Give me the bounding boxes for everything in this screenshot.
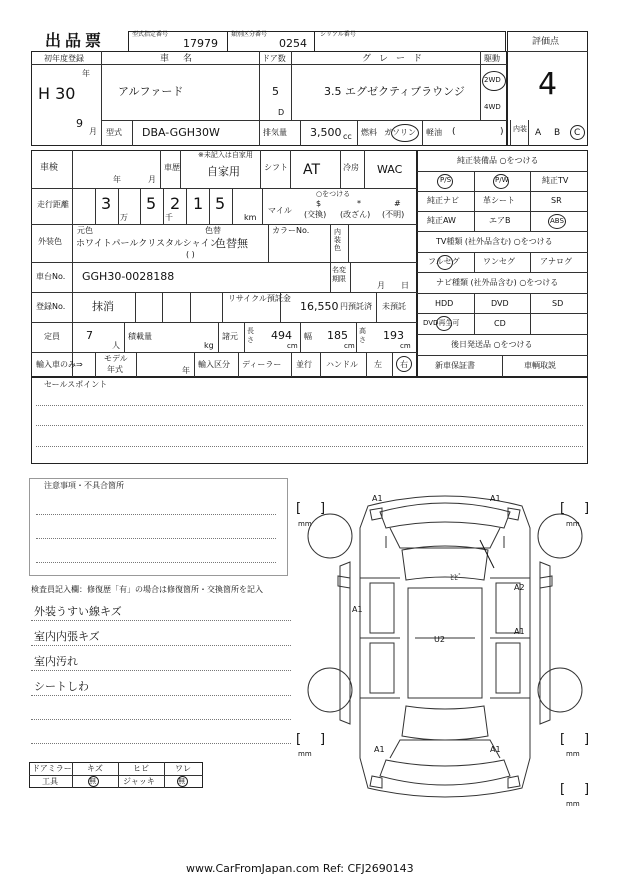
serial-label: シリアル番号 — [320, 31, 356, 38]
width-unit: cm — [344, 342, 355, 350]
mm-label-rl: mm — [298, 750, 312, 758]
color-no-label: カラーNo. — [272, 226, 310, 235]
capacity-unit: 人 — [112, 341, 120, 350]
inspection-year-unit: 年 — [113, 175, 121, 184]
interior-grade-b: B — [554, 128, 561, 138]
history-note: ※未記入は自家用 — [198, 151, 253, 159]
equip-aw: 純正AW — [427, 216, 456, 225]
equip-sr: SR — [551, 196, 562, 205]
equip-ps: P/S — [440, 176, 452, 184]
interior-grade-c: C — [574, 128, 581, 138]
import-class-label: 輸入区分 — [198, 360, 230, 369]
sheet-title: 出品票 — [45, 31, 106, 50]
svg-text:]: ] — [584, 732, 590, 747]
nameplate-month: 月 — [377, 281, 385, 290]
nav-cd: CD — [494, 319, 506, 328]
model-type-label: 型式 — [106, 128, 122, 137]
category-label: 類別区分番号 — [231, 31, 268, 38]
score-label: 評価点 — [532, 37, 560, 47]
first-reg-year: H 30 — [38, 84, 76, 103]
interior-label: 内装 — [513, 125, 527, 133]
equip-pw: P/W — [495, 176, 509, 184]
inspector-line-2: 室内内張キズ — [34, 630, 100, 643]
svg-text:]: ] — [320, 501, 326, 516]
car-name-value: アルファード — [118, 85, 184, 98]
fuel-paren-close: ) — [500, 127, 504, 137]
inspector-line-1: 外装うすい線キズ — [34, 605, 122, 618]
mark-hibi: ﾋﾋﾞ — [450, 573, 462, 582]
mileage-man-unit: 万 — [120, 213, 128, 222]
nameplate-label: 名変期限 — [332, 266, 346, 283]
mark-left-front-door: A1 — [352, 605, 363, 614]
sales-point-label: セールスポイント — [44, 380, 108, 389]
fuel-diesel: 軽油 — [426, 128, 442, 137]
length-value: 494 — [271, 329, 292, 342]
later-title: 後日発送品 ○をつける — [451, 340, 533, 349]
svg-text:]: ] — [584, 782, 590, 797]
inspection-month-unit: 月 — [148, 175, 156, 184]
load-unit: kg — [204, 341, 214, 350]
equip-navi: 純正ナビ — [427, 196, 459, 205]
notes-label: 注意事項・不具合箇所 — [44, 481, 124, 490]
tv-oneseg: ワンセグ — [483, 257, 515, 266]
model-year-top: モデル — [104, 354, 128, 363]
svg-text:[: [ — [296, 732, 302, 747]
grade-label: グレード — [362, 54, 431, 64]
nameplate-day: 日 — [401, 281, 409, 290]
model-cert-value: 17979 — [183, 37, 218, 50]
legend-break: ワレ — [175, 764, 191, 773]
nav-title: ナビ種類 (社外品含む) ○をつける — [436, 278, 559, 287]
category-value: 0254 — [279, 37, 307, 50]
fuel-paren-open: ( — [452, 127, 456, 137]
nav-hdd: HDD — [435, 299, 454, 308]
mileage-opt-exchange-symbol: $ — [316, 199, 322, 208]
mileage-opt-unknown-symbol: # — [394, 199, 401, 208]
car-damage-diagram — [290, 488, 600, 813]
length-label: 長さ — [247, 327, 254, 344]
drive-2wd: 2WD — [484, 76, 501, 84]
fuel-gas: ガソリン — [384, 128, 416, 137]
inspector-line-3: 室内汚れ — [34, 655, 78, 668]
recycle-value: 16,550 — [300, 300, 339, 313]
score-value: 4 — [538, 67, 558, 102]
first-reg-month: 9 — [76, 117, 83, 130]
recycle-label: リサイクル預託金 — [228, 294, 291, 303]
mileage-digit-1: 3 — [101, 194, 112, 213]
equipment-title: 純正装備品 ○をつける — [457, 156, 539, 165]
ac-label: 冷房 — [343, 163, 359, 172]
mm-label-fl: mm — [298, 520, 312, 528]
grade-value: 3.5 エグゼクティブラウンジ — [324, 85, 465, 98]
reg-no-label: 登録No. — [36, 302, 66, 311]
mileage-digit-3: 2 — [170, 194, 181, 213]
dealer-label: ディーラー — [242, 360, 282, 369]
ac-value: WAC — [377, 163, 403, 176]
footer-ref: www.CarFromJapan.com Ref: CFJ2690143 — [186, 862, 414, 875]
nav-sd: SD — [552, 299, 564, 308]
history-label: 車歴 — [164, 163, 180, 172]
nav-dvd: DVD — [491, 299, 509, 308]
mileage-circle-note: ○をつける — [316, 190, 351, 198]
handle-label: ハンドル — [326, 360, 358, 369]
legend-scratch: キズ — [87, 764, 103, 773]
displacement-label: 排気量 — [263, 128, 287, 137]
mark-right-front-door: A2 — [514, 583, 525, 592]
tv-fullseg: フルセグ — [428, 257, 460, 266]
mileage-label: 走行距離 — [37, 200, 69, 209]
height-label: 高さ — [359, 327, 366, 344]
first-reg-label: 初年度登録 — [44, 54, 84, 63]
car-name-label: 車名 — [160, 54, 207, 64]
capacity-label: 定員 — [44, 332, 60, 341]
mm-label-spare: mm — [566, 800, 580, 808]
equip-tv: 純正TV — [542, 176, 569, 185]
parallel-label: 並行 — [296, 360, 312, 369]
mileage-opt-tamper: (改ざん) — [340, 210, 371, 219]
inspection-label: 車検 — [40, 163, 59, 173]
mileage-opt-exchange: (交換) — [304, 210, 327, 219]
load-label: 積載量 — [128, 332, 152, 341]
tv-analog: アナログ — [540, 257, 572, 266]
length-unit: cm — [287, 342, 298, 350]
orig-color-label: 元色 — [77, 226, 93, 235]
drive-4wd: 4WD — [484, 103, 501, 111]
drive-label: 駆動 — [484, 54, 500, 63]
model-type-value: DBA-GGH30W — [142, 126, 220, 139]
mm-label-fr: mm — [566, 520, 580, 528]
model-year-unit: 年 — [182, 366, 190, 375]
interior-grade-a: A — [535, 128, 542, 138]
model-cert-label: 型式指定番号 — [132, 31, 169, 38]
chassis-value: GGH30-0028188 — [82, 270, 175, 283]
shift-label: シフト — [264, 163, 288, 172]
displacement-value: 3,500 — [310, 126, 342, 139]
svg-text:[: [ — [296, 501, 302, 516]
color-change-paren: ( ) — [186, 250, 195, 259]
mileage-sen-unit: 千 — [165, 213, 173, 222]
shift-value: AT — [303, 162, 321, 178]
svg-text:[: [ — [560, 501, 566, 516]
dims-label: 諸元 — [222, 332, 238, 341]
width-label: 幅 — [304, 332, 312, 341]
color-value: ホワイトパールクリスタルシャイン — [76, 239, 219, 249]
legend-mirror: ドアミラー — [32, 764, 72, 773]
fuel-label: 燃料 — [361, 128, 377, 137]
legend-tools: 工具 — [42, 777, 58, 786]
svg-text:[: [ — [560, 732, 566, 747]
inspector-line-4: シートしわ — [34, 680, 89, 693]
mileage-km-unit: km — [244, 213, 257, 222]
width-value: 185 — [327, 329, 348, 342]
nav-dvd-play: DVD再生可 — [423, 319, 460, 327]
mileage-digit-5: 5 — [215, 194, 226, 213]
inspector-note: 検査員記入欄：修復歴「有」の場合は修復箇所・交換箇所を記入 — [31, 585, 263, 594]
month-unit: 月 — [89, 127, 97, 136]
handle-right: 右 — [400, 360, 408, 369]
mileage-opt-unknown: (不明) — [382, 210, 405, 219]
mark-rear-left: A1 — [374, 745, 385, 754]
import-label: 輸入車のみ⇒ — [36, 360, 83, 369]
svg-text:]: ] — [584, 501, 590, 516]
equip-airbag: エアB — [489, 216, 511, 225]
recycle-unpaid: 未預託 — [382, 302, 406, 311]
legend-crack: ヒビ — [133, 764, 149, 773]
capacity-value: 7 — [86, 329, 93, 342]
mark-rear-right: A1 — [490, 745, 501, 754]
mm-label-rr: mm — [566, 750, 580, 758]
int-color-label: 内装色 — [334, 228, 341, 252]
color-change-label: 色替 — [205, 226, 221, 235]
legend-jack-value: 無 — [178, 777, 185, 785]
mark-roof: U2 — [434, 635, 445, 644]
color-label: 外装色 — [38, 237, 62, 246]
chassis-label: 車台No. — [36, 272, 66, 281]
recycle-status: 円預託済 — [340, 302, 372, 311]
sales-point-box — [31, 377, 588, 464]
year-unit: 年 — [82, 69, 90, 78]
height-value: 193 — [383, 329, 404, 342]
later-manual: 車輌取説 — [524, 361, 556, 370]
reg-no-value: 抹消 — [92, 300, 114, 313]
tv-title: TV種類 (社外品含む) ○をつける — [436, 237, 553, 246]
mileage-opt-mile: マイル — [268, 206, 292, 215]
height-unit: cm — [400, 342, 411, 350]
doors-label: ドア数 — [262, 54, 286, 63]
mileage-digit-4: 1 — [193, 194, 204, 213]
equip-leather: 革シート — [483, 196, 515, 205]
history-value: 自家用 — [207, 165, 240, 178]
handle-left: 左 — [374, 360, 382, 369]
equip-abs: ABS — [550, 217, 564, 225]
mileage-digit-2: 5 — [146, 194, 157, 213]
mark-front-left: A1 — [372, 494, 383, 503]
svg-text:]: ] — [320, 732, 326, 747]
mark-right-rear-door: A1 — [514, 627, 525, 636]
legend-jack: ジャッキ — [123, 777, 155, 786]
doors-value: 5 — [272, 85, 279, 98]
doors-suffix: D — [278, 108, 285, 117]
later-warranty: 新車保証書 — [435, 361, 475, 370]
displacement-unit: cc — [343, 132, 352, 141]
svg-text:[: [ — [560, 782, 566, 797]
mileage-opt-tamper-symbol: * — [357, 199, 361, 208]
legend-tools-value: 無 — [89, 777, 96, 785]
model-year-bot: 年式 — [107, 365, 123, 374]
color-change-value: 色替無 — [215, 237, 248, 250]
mark-front-right: A1 — [490, 494, 501, 503]
